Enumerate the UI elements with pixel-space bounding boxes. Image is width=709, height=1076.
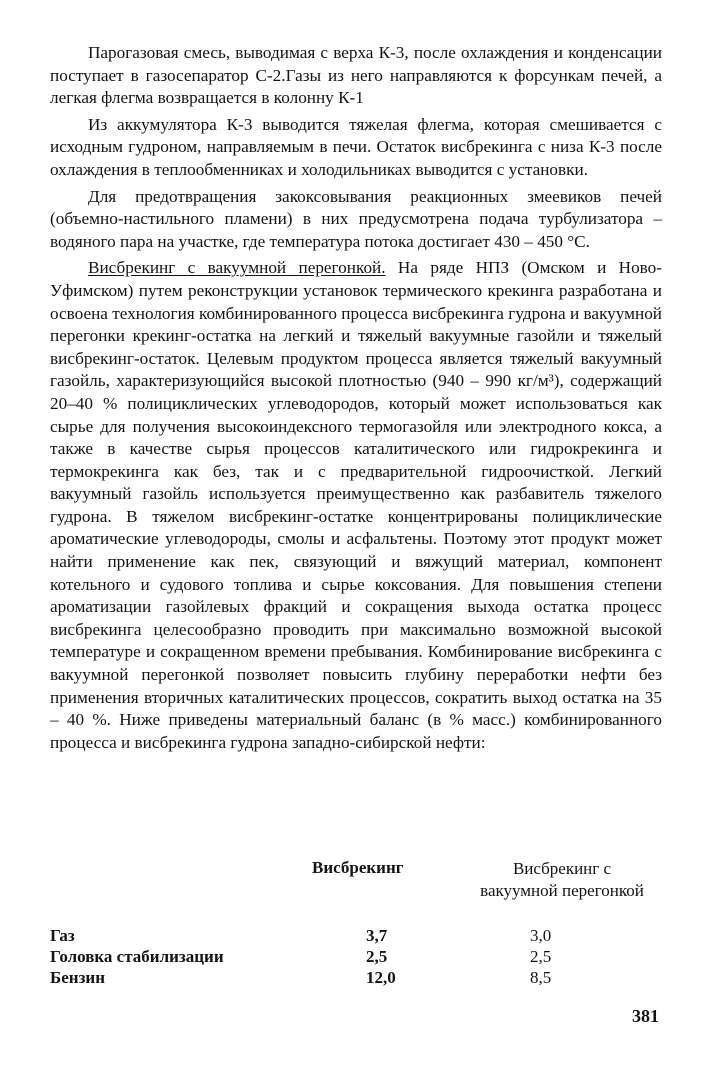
table-row xyxy=(50,968,670,990)
section-heading: Висбрекинг с вакуумной перегонкой. xyxy=(88,258,386,278)
row-label: Головка стабилизации xyxy=(50,947,224,966)
row-value-combined: 3,0 xyxy=(530,926,552,945)
paragraph-2: Из аккумулятора К-3 выводится тяжелая флегма, которая смешивается с исходным гудроном, направляемым в печи. Остаток висбрекинга с низа К-3 после охлаждения в теплообменниках и холодильниках выводится с установки. xyxy=(50,114,662,179)
page-number: 381 xyxy=(632,1006,659,1026)
row-value-visbreaking: 3,7 xyxy=(366,926,388,945)
table-row xyxy=(50,947,670,969)
row-value-visbreaking: 12,0 xyxy=(366,968,396,987)
row-label: Газ xyxy=(50,926,75,945)
paragraph-1: Парогазовая смесь, выводимая с верха К-3, после охлаждения и конденсации поступает в газосепаратор С-2.Газы из него направляются к форсункам печей, а легкая флегма возвращается в колонну К-1 xyxy=(50,43,662,108)
column-header-combined xyxy=(454,858,670,902)
row-value-combined: 8,5 xyxy=(530,968,552,987)
body-text xyxy=(50,42,662,758)
column-header-combined-line2: вакуумной перегонкой xyxy=(480,881,644,900)
row-label: Бензин xyxy=(50,968,106,987)
column-header-visbreaking: Висбрекинг xyxy=(312,858,404,877)
table-row xyxy=(50,926,670,948)
row-value-visbreaking: 2,5 xyxy=(366,947,388,966)
paragraph-4 xyxy=(50,257,662,754)
row-value-combined: 2,5 xyxy=(530,947,552,966)
column-header-combined-line1: Висбрекинг с xyxy=(512,859,612,878)
section-body: На ряде НПЗ (Омском и Ново-Уфимском) путем реконструкции установок термического крекинга разработана и освоена технология комбинированного процесса висбрекинга гудрона и вакуумной перегонки крекинг-остатка на легкий и тяжелый вакуумные газойли и тяжелый висбрекинг-остаток. Целевым продуктом процесса является тяжелый вакуумный газойль, характеризующийся высокой плотностью (940 – 990 кг/м³), содержащий 20–40 % полициклических углеводородов, который может использоваться как сырье для получения высокоиндексного термогазойля или электродного кокса, а также в качестве сырья процессов каталитического или гидрокрекинга и термокрекинга как без, так и с предварительной гидроочисткой. Легкий вакуумный газойль используется преимущественно как разбавитель тяжелого гудрона. В тяжелом висбрекинг-остатке концентрированы полициклические ароматические углеводороды, смолы и асфальтены. Поэтому этот продукт может найти применение как пек, связующий и вяжущий материал, компонент котельного и судового топлива и сырье коксования. Для повышения степени ароматизации газойлевых фракций и сокращения выхода остатка процесс висбрекинга целесообразно проводить при максимально возможной высокой температуре и сокращенном времени пребывания. Комбинирование висбрекинга с вакуумной перегонкой позволяет повысить глубину переработки нефти без применения вторичных каталитических процессов, сократить выход остатка на 35 – 40 %. Ниже приведены материальный баланс (в % масс.) комбинированного процесса и висбрекинга гудрона западно-сибирской нефти: xyxy=(50,258,662,752)
paragraph-3: Для предотвращения закоксовывания реакционных змеевиков печей (объемно-настильного пламени) в них предусмотрена подача турбулизатора – водяного пара на участке, где температура потока достигает 430 – 450 °С. xyxy=(50,186,662,251)
